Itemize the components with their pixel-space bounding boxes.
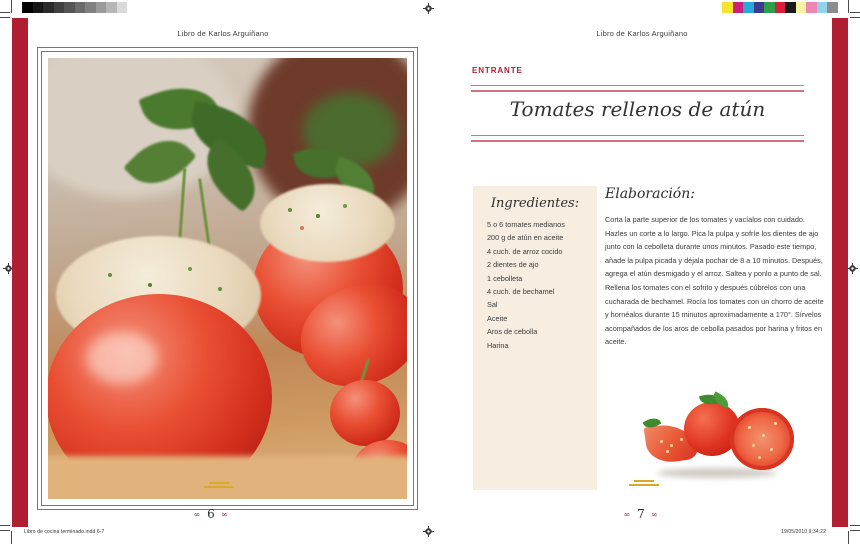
crop-mark bbox=[850, 17, 860, 18]
registration-mark-icon bbox=[847, 263, 858, 274]
color-swatch bbox=[22, 2, 33, 13]
registration-mark-icon bbox=[423, 526, 434, 537]
wooden-board bbox=[48, 456, 407, 499]
folio-ornament-icon: ∞ bbox=[193, 510, 202, 519]
color-swatch bbox=[785, 2, 796, 13]
left-bleed-red-band bbox=[12, 18, 28, 527]
ingredient-item: Aros de cebolla bbox=[487, 327, 538, 337]
ingredients-list bbox=[487, 218, 593, 352]
title-top-rule bbox=[471, 85, 804, 92]
color-swatch bbox=[764, 2, 775, 13]
color-swatch bbox=[75, 2, 86, 13]
color-swatch bbox=[106, 2, 117, 13]
color-swatch bbox=[806, 2, 817, 13]
registration-mark-icon bbox=[423, 3, 434, 14]
color-swatch bbox=[817, 2, 828, 13]
filling-flecks bbox=[108, 273, 112, 277]
gold-ornament bbox=[204, 482, 234, 490]
slug-filename: Libro de cocina terminado.indd 6-7 bbox=[24, 529, 105, 535]
tomato-seeds bbox=[748, 426, 751, 429]
crop-mark bbox=[850, 525, 860, 526]
folio-ornament-icon: ∞ bbox=[220, 510, 229, 519]
ingredient-item: Sal bbox=[487, 300, 498, 310]
tomato-seeds bbox=[660, 440, 663, 443]
cmyk-calibration-bar bbox=[722, 2, 838, 13]
color-swatch bbox=[85, 2, 96, 13]
ingredient-item: 4 cuch. de arroz cocido bbox=[487, 246, 563, 256]
ingredients-heading: Ingredientes: bbox=[490, 196, 580, 211]
ingredient-item: 4 cuch. de bechamel bbox=[487, 287, 555, 297]
folio-ornament-icon: ∞ bbox=[650, 510, 659, 519]
crop-mark bbox=[848, 0, 849, 13]
color-swatch bbox=[775, 2, 786, 13]
right-folio bbox=[561, 507, 721, 521]
ingredient-item: Harina bbox=[487, 340, 509, 350]
crop-mark bbox=[0, 12, 10, 13]
photo-frame bbox=[37, 47, 418, 510]
crop-mark bbox=[850, 530, 860, 531]
preparation-heading: Elaboración: bbox=[605, 186, 695, 202]
crop-mark bbox=[850, 12, 860, 13]
right-bleed-red-band bbox=[832, 18, 848, 527]
left-running-header: Libro de Karlos Arguiñano bbox=[177, 29, 269, 38]
right-page-number: 7 bbox=[637, 507, 645, 521]
crop-mark bbox=[11, 531, 12, 544]
crop-mark bbox=[0, 530, 10, 531]
filling-flecks bbox=[288, 208, 292, 212]
color-swatch bbox=[722, 2, 733, 13]
tomato-highlight bbox=[86, 332, 158, 384]
color-swatch bbox=[127, 2, 138, 13]
color-swatch bbox=[117, 2, 128, 13]
crop-mark bbox=[11, 0, 12, 13]
recipe-title: Tomates rellenos de atún bbox=[509, 97, 766, 121]
ingredient-item: 200 g de atún en aceite bbox=[487, 233, 564, 243]
photo-frame-inner-rule bbox=[41, 51, 414, 506]
title-bottom-rule bbox=[471, 135, 804, 142]
stuffed-tomatoes-photo bbox=[48, 58, 407, 499]
tuna-filling bbox=[260, 184, 395, 262]
crop-mark bbox=[0, 525, 10, 526]
color-swatch bbox=[743, 2, 754, 13]
color-swatch bbox=[827, 2, 838, 13]
folio-ornament-icon: ∞ bbox=[623, 510, 632, 519]
color-swatch bbox=[796, 2, 807, 13]
color-swatch bbox=[54, 2, 65, 13]
left-folio bbox=[131, 507, 291, 521]
ingredient-item: 5 o 6 tomates medianos bbox=[487, 220, 565, 229]
color-swatch bbox=[64, 2, 75, 13]
crop-mark bbox=[848, 531, 849, 544]
color-swatch bbox=[733, 2, 744, 13]
ingredient-item: 2 dientes de ajo bbox=[487, 260, 539, 270]
color-swatch bbox=[754, 2, 765, 13]
crop-mark bbox=[0, 17, 10, 18]
preparation-text: Corta la parte superior de los tomates y vacíalos con cuidado. Hazles un corte a lo largo. Pica la pulpa y sofríe los dientes de ajo junto con la cebolleta durante unos minutos. Pasado este tiempo, añade la pulpa picada y déjala pochar de 8 a 10 minutos. Después, agrega el atún desmigado y el arroz. Saltea y ponlo a punto de sal. Rellena los tomates con el sofrito y después cúbrelos con una cucharada de bechamel. Rocía los tomates con un chorro de aceite y hornéalos durante 15 minutos aproximadamente a 170°. Sírvelos acompañados de los aros de cebolla pasados por harina y fritos en aceite. bbox=[605, 215, 824, 347]
ingredient-item: Aceite bbox=[487, 313, 508, 323]
gold-ornament bbox=[629, 480, 659, 488]
grayscale-calibration-bar bbox=[22, 2, 138, 13]
ingredient-item: 1 cebolleta bbox=[487, 273, 523, 283]
halved-tomato bbox=[730, 408, 794, 470]
left-page-number: 6 bbox=[207, 507, 215, 521]
color-swatch bbox=[43, 2, 54, 13]
category-label: ENTRANTE bbox=[472, 66, 523, 75]
slug-timestamp: 19/05/2010 9:34:22 bbox=[781, 529, 826, 535]
color-swatch bbox=[33, 2, 44, 13]
right-running-header: Libro de Karlos Arguiñano bbox=[596, 29, 688, 38]
ingredients-panel bbox=[473, 186, 597, 490]
vine-tomato bbox=[330, 380, 400, 446]
color-swatch bbox=[96, 2, 107, 13]
tomatoes-cutout-photo bbox=[642, 392, 792, 484]
